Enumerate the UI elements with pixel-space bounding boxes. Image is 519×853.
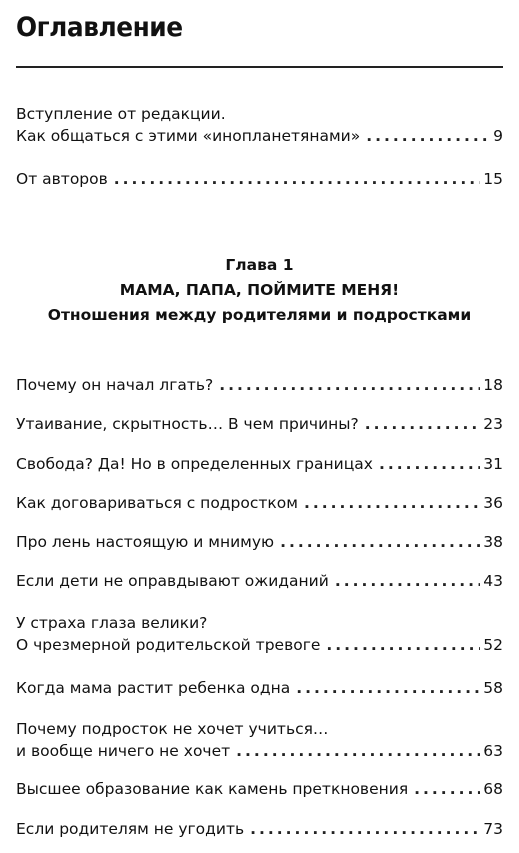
- toc-entry-last-line: [16, 818, 503, 840]
- toc-entry-text: Если родителям не угодить: [16, 820, 245, 838]
- dot-leader: [326, 634, 480, 656]
- toc-entry: [16, 531, 503, 553]
- toc-entry-last-line: [16, 492, 503, 514]
- toc-entry-last-line: [16, 740, 503, 762]
- toc-entry-last-line: [16, 570, 503, 592]
- toc-page-number: 43: [483, 572, 503, 590]
- toc-page-number: 52: [483, 636, 503, 654]
- toc-entry-line: У страха глаза велики?: [16, 614, 208, 632]
- chapter-title: МАМА, ПАПА, ПОЙМИТЕ МЕНЯ!: [119, 281, 400, 299]
- toc-entry-last-line: [16, 125, 503, 147]
- dot-leader: [296, 677, 480, 699]
- toc-entry: [16, 413, 503, 435]
- toc-entry: [16, 374, 503, 396]
- dot-leader: [114, 168, 481, 190]
- toc-entry: [16, 718, 503, 762]
- toc-entry-line: Почему подросток не хочет учиться…: [16, 720, 329, 738]
- dot-leader: [414, 778, 480, 800]
- dot-leader: [335, 570, 480, 592]
- toc-page-number: 31: [483, 455, 503, 473]
- chapter-number: Глава 1: [225, 256, 294, 274]
- toc-entry-last-line: [16, 413, 503, 435]
- toc-entry: [16, 492, 503, 514]
- toc-entry-last-line: [16, 453, 503, 475]
- toc-page-number: 36: [483, 494, 503, 512]
- toc-entry: [16, 818, 503, 840]
- dot-leader: [366, 125, 490, 147]
- toc-page-number: 68: [483, 780, 503, 798]
- toc-entry-last-line: [16, 168, 503, 190]
- toc-entry-line: Вступление от редакции.: [16, 105, 226, 123]
- toc-entry-last-line: [16, 677, 503, 699]
- toc-entry: [16, 778, 503, 800]
- title-divider: [16, 66, 503, 68]
- toc-entry-text: Высшее образование как камень преткновения: [16, 780, 409, 798]
- toc-entry: [16, 103, 503, 147]
- chapter-subtitle: Отношения между родителями и подростками: [47, 306, 472, 324]
- toc-entry: [16, 168, 503, 190]
- dot-leader: [379, 453, 480, 475]
- dot-leader: [304, 492, 480, 514]
- toc-entry-text: Как договариваться с подростком: [16, 494, 298, 512]
- dot-leader: [219, 374, 480, 396]
- toc-entry-text: Как общаться с этими «инопланетянами»: [16, 127, 361, 145]
- toc-page-number: 38: [483, 533, 503, 551]
- dot-leader: [280, 531, 480, 553]
- toc-entry: [16, 677, 503, 699]
- toc-entry-text: О чрезмерной родительской тревоге: [16, 636, 321, 654]
- toc-page-number: 23: [483, 415, 503, 433]
- toc-page-number: 9: [493, 127, 503, 145]
- toc-entry-text: Утаивание, скрытность… В чем причины?: [16, 415, 359, 433]
- dot-leader: [236, 740, 480, 762]
- toc-entry-last-line: [16, 374, 503, 396]
- toc-entry-last-line: [16, 778, 503, 800]
- dot-leader: [365, 413, 481, 435]
- dot-leader: [250, 818, 480, 840]
- toc-entry-text: Про лень настоящую и мнимую: [16, 533, 275, 551]
- toc-page-number: 58: [483, 679, 503, 697]
- toc-entry-last-line: [16, 531, 503, 553]
- toc-entry-text: От авторов: [16, 170, 108, 188]
- toc-entry-text: и вообще ничего не хочет: [16, 742, 231, 760]
- toc-entry-text: Если дети не оправдывают ожиданий: [16, 572, 329, 590]
- toc-entry-text: Свобода? Да! Но в определенных границах: [16, 455, 373, 473]
- toc-entry-text: Когда мама растит ребенка одна: [16, 679, 291, 697]
- toc-entry-last-line: [16, 634, 503, 656]
- toc-page-number: 73: [483, 820, 503, 838]
- page-title: Оглавление: [16, 12, 183, 43]
- toc-page-number: 63: [483, 742, 503, 760]
- toc-page-number: 18: [483, 376, 503, 394]
- toc-entry: [16, 453, 503, 475]
- toc-entry: [16, 570, 503, 592]
- toc-entry-text: Почему он начал лгать?: [16, 376, 214, 394]
- toc-page-number: 15: [483, 170, 503, 188]
- toc-entry: [16, 612, 503, 656]
